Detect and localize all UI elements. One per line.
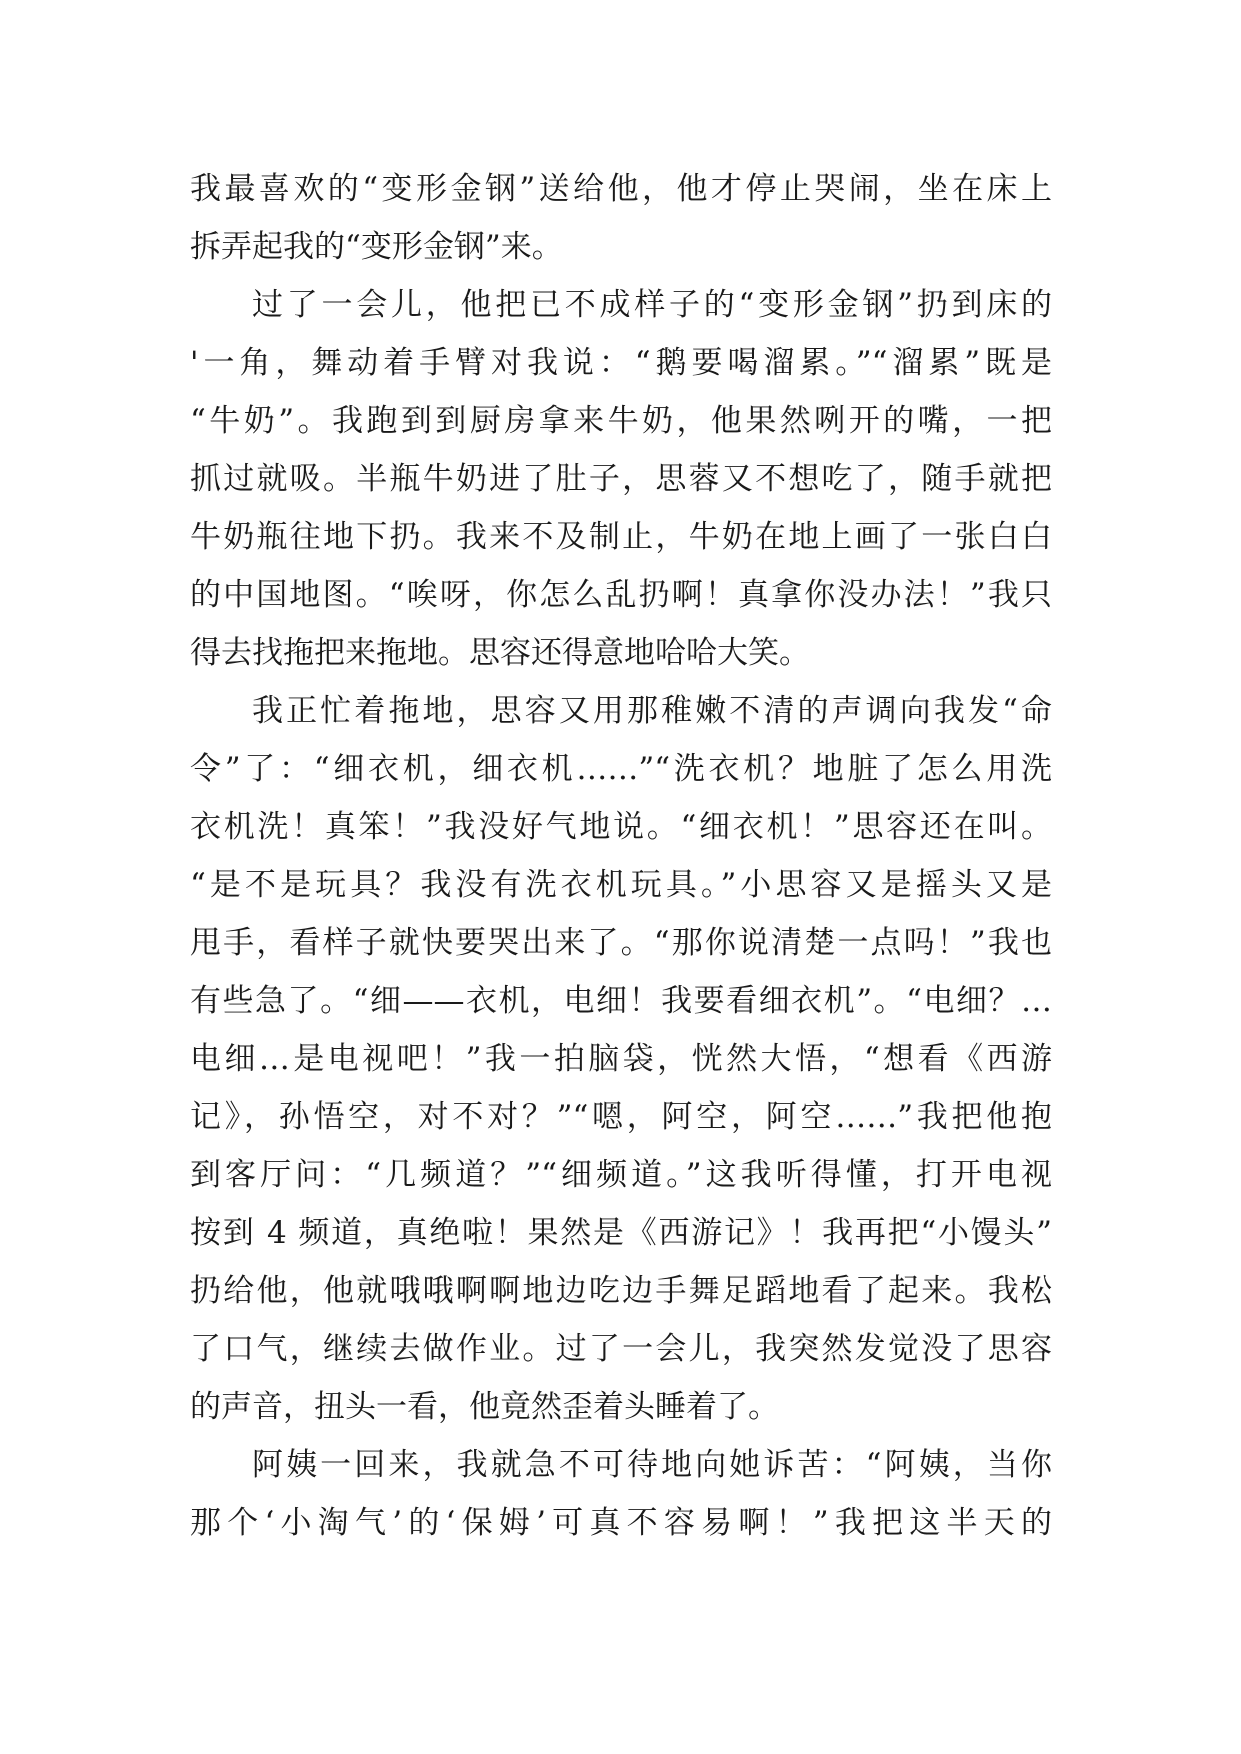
paragraph-first-line: 我正忙着拖地，思容又用那稚嫩不清的声调向我发“命 bbox=[252, 693, 1052, 729]
text-line: 甩手，看样子就快要哭出来了。“那你说清楚一点吗！”我也 bbox=[190, 925, 1052, 961]
text-line: 电细…是电视吧！”我一拍脑袋，恍然大悟，“想看《西游 bbox=[190, 1041, 1052, 1077]
text-line: 牛奶瓶往地下扔。我来不及制止，牛奶在地上画了一张白白 bbox=[190, 519, 1052, 555]
text-line: 有些急了。“细——衣机，电细！我要看细衣机”。“电细？… bbox=[190, 983, 1052, 1019]
text-line: “牛奶”。我跑到到厨房拿来牛奶，他果然咧开的嘴，一把 bbox=[190, 403, 1052, 439]
text-line: 记》，孙悟空，对不对？”“嗯，阿空，阿空……”我把他抱 bbox=[190, 1099, 1052, 1135]
text-line: 按到 4 频道，真绝啦！果然是《西游记》！我再把“小馒头” bbox=[190, 1215, 1052, 1251]
text-line: 那个‘小淘气’的‘保姆’可真不容易啊！”我把这半天的 bbox=[190, 1505, 1052, 1541]
text-line: '一角，舞动着手臂对我说：“鹅要喝溜累。”“溜累”既是 bbox=[190, 345, 1052, 381]
text-line: 到客厅问：“几频道？”“细频道。”这我听得懂，打开电视 bbox=[190, 1157, 1052, 1193]
paragraph-first-line: 阿姨一回来，我就急不可待地向她诉苦：“阿姨，当你 bbox=[252, 1447, 1052, 1483]
body-text bbox=[190, 160, 1052, 1552]
text-line: 我最喜欢的“变形金钢”送给他，他才停止哭闹，坐在床上 bbox=[190, 171, 1052, 207]
text-line: 拆弄起我的“变形金钢”来。 bbox=[190, 229, 563, 265]
text-line: “是不是玩具？我没有洗衣机玩具。”小思容又是摇头又是 bbox=[190, 867, 1052, 903]
text-line: 扔给他，他就哦哦啊啊地边吃边手舞足蹈地看了起来。我松 bbox=[190, 1273, 1052, 1309]
text-line: 的中国地图。“唉呀，你怎么乱扔啊！真拿你没办法！”我只 bbox=[190, 577, 1052, 613]
text-line: 抓过就吸。半瓶牛奶进了肚子，思蓉又不想吃了，随手就把 bbox=[190, 461, 1052, 497]
text-line: 了口气，继续去做作业。过了一会儿，我突然发觉没了思容 bbox=[190, 1331, 1052, 1367]
text-line: 衣机洗！真笨！”我没好气地说。“细衣机！”思容还在叫。 bbox=[190, 809, 1052, 845]
text-line: 令”了：“细衣机，细衣机……”“洗衣机？地脏了怎么用洗 bbox=[190, 751, 1052, 787]
paragraph-first-line: 过了一会儿，他把已不成样子的“变形金钢”扔到床的 bbox=[252, 287, 1052, 323]
text-line: 得去找拖把来拖地。思容还得意地哈哈大笑。 bbox=[190, 635, 810, 671]
text-line: 的声音，扭头一看，他竟然歪着头睡着了。 bbox=[190, 1389, 779, 1425]
